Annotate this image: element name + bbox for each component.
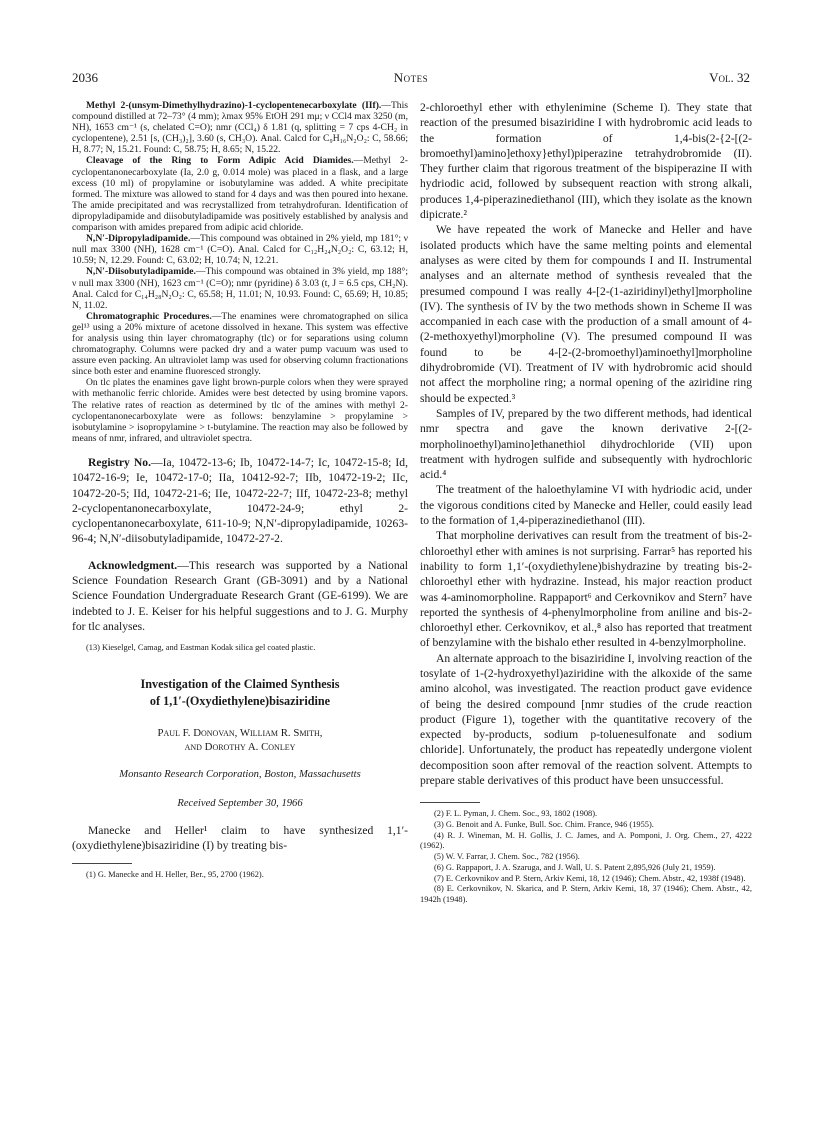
intro-section bbox=[72, 823, 408, 854]
footnote-rule bbox=[420, 802, 480, 803]
paragraph-text: —This compound distilled at 72–73° (4 mm); λmax 95% EtOH 291 mμ; ν CCl4 max 3250 (m, NH), 1653 cm⁻¹ (s, chelated C=O); nmr (CCl₄) δ 1.81 (q, splitting = 7 cps 4-CH₂ in cyclopentene), 2.51 [s, (CH₃)₂], 3.60 (s, CH₃O). Anal. Calcd for C₉H₁₆N₂O₂: C, 58.66; H, 8.77; N, 15.21. Found: C, 58.75; H, 8.65; N, 15.22. bbox=[72, 100, 408, 156]
experimental-section bbox=[72, 100, 408, 444]
paragraph: On tlc plates the enamines gave light brown-purple colors when they were sprayed with methanolic ferric chloride. Amides were best detected by using bromine vapors. The relative rates of reaction as determined by tlc of the amines with methyl 2-cyclopentanonecarboxylate were as follows: benzylamine > propylamine > isobutylamine > isopropylamine > t-butylamine. The reaction may also be followed by means of nmr, infrared, and ultraviolet spectra. bbox=[72, 377, 408, 444]
paragraph: Manecke and Heller¹ claim to have synthesized 1,1′-(oxydiethylene)bisaziridine (I) by treating bis- bbox=[72, 823, 408, 853]
paragraph-text: —This compound was obtained in 3% yield, mp 188°; ν null max 3300 (NH), 1623 cm⁻¹ (C=O); nmr (pyridine) δ 3.03 (t, J = 6.5 cps, CH₂N). Anal. Calcd for C₁₄H₂₈N₂O₂: C, 65.58; H, 11.01; N, 10.93. Found: C, 65.69; H, 10.85; N, 11.02. bbox=[72, 266, 408, 311]
paragraph-heading: Cleavage of the Ring to Form Adipic Acid Diamides. bbox=[86, 155, 354, 167]
volume-label: Vol. 32 bbox=[709, 70, 750, 85]
left-column bbox=[72, 100, 408, 881]
title-line: Investigation of the Claimed Synthesis bbox=[140, 676, 340, 691]
page-number: 2036 bbox=[72, 70, 98, 85]
paragraph-text: —This compound was obtained in 2% yield, mp 181°; ν null max 3300 (NH), 1628 cm⁻¹ (C=O). Anal. Calcd for C₁₂H₂₄N₂O₂: C, 63.12; H, 10.59; N, 12.29. Found: C, 63.02; H, 10.74; N, 12.21. bbox=[72, 233, 408, 267]
article-title bbox=[72, 676, 408, 710]
reference-item: (3) G. Benoit and A. Funke, Bull. Soc. Chim. France, 946 (1955). bbox=[434, 820, 654, 830]
paragraph-heading: Registry No. bbox=[88, 455, 152, 469]
paragraph: That morpholine derivatives can result from the treatment of bis-2-chloroethyl ether with amines is not surprising. Farrar⁵ has reported his inability to form 1,1′-(oxydiethylene)bishydrazine by treating bis-2-chloroethyl ether with hydrazine. Instead, his major reaction product was 4-aminomorpholine. Rappaport⁶ and Cerkovnikov and Stern⁷ have reported the synthesis of 4-phenylmorpholine from aniline and bis-2-chloroethyl ether. Cerkovnikov, et al.,⁸ also has reported that treatment of benzylamine with the bishalo ether resulted in 4-benzylmorpholine. bbox=[420, 529, 752, 650]
paragraph bbox=[72, 266, 408, 310]
paragraph-text: —This research was supported by a National Science Foundation Research Grant (GB-3091) and by a National Science Foundation Undergraduate Research Grant (GE-6199). We are indebted to J. E. Keiser for his helpful suggestions and to J. G. Murphy for tlc analyses. bbox=[72, 558, 408, 633]
running-header bbox=[72, 70, 750, 90]
paragraph bbox=[72, 100, 408, 155]
paragraph-heading: N,N′-Dipropyladipamide. bbox=[86, 233, 191, 245]
paragraph: Samples of IV, prepared by the two different methods, had identical nmr spectra and gave the known derivative 2-[(2-morpholinoethyl)amino]ethanethiol dihydrochloride (VII) upon treatment with hydrogen sulfide and subsequently with hydrochloric acid.⁴ bbox=[420, 406, 752, 482]
affiliation: Monsanto Research Corporation, Boston, Massachusetts bbox=[119, 768, 361, 780]
paragraph-text: —Ia, 10472-13-6; Ib, 10472-14-7; Ic, 10472-15-8; Id, 10472-16-9; Ie, 10472-17-0; IIa, 10412-92-7; IIb, 10472-19-2; IIc, 10472-20-5; IId, 10472-21-6; IIe, 10472-22-7; IIf, 10472-23-8; methyl 2-cyclopentanonecarboxylate, 10472-24-9; ethyl 2-cyclopentanonecarboxylate, 611-10-9; N,N′-dipropyladipamide, 10263-96-4; N,N′-diisobutyladipamide, 10472-27-2. bbox=[72, 455, 408, 546]
paragraph bbox=[72, 558, 408, 634]
registry-section bbox=[72, 455, 408, 547]
footnote-1: (1) G. Manecke and H. Heller, Ber., 95, 2700 (1962). bbox=[86, 870, 264, 880]
paragraph: 2-chloroethyl ether with ethylenimine (Scheme I). They state that reaction of the presumed bisaziridine I with hydrobromic acid leads to the formation of 1,4-bis(2-{2-[(2-bromoethyl)amino]ethoxy}ethyl)piperazine tetrahydrobromide (II). They further claim that rigorous treatment of the bispiperazine II with hydriodic acid, followed by subsequent reaction with strong alkali, produces 1,4-piperazinediethanol (III), which they isolate as the known dipicrate.² bbox=[420, 101, 752, 222]
paragraph bbox=[72, 155, 408, 233]
paragraph-heading: Acknowledgment. bbox=[88, 558, 178, 572]
section-title: Notes bbox=[393, 70, 429, 85]
author-line: Paul F. Donovan, William R. Smith, bbox=[157, 726, 323, 739]
reference-item: (2) F. L. Pyman, J. Chem. Soc., 93, 1802 (1908). bbox=[434, 809, 598, 819]
paragraph-text: —Methyl 2-cyclopentanonecarboxylate (Ia, 2.0 g, 0.014 mole) was placed in a flask, and a large excess (10 ml) of propylamine or isobutylamine was added. A white precipitate formed. The mixture was allowed to stand for 4 days and was then poured into hexane. The amide precipitated and was recrystallized from tetrahydrofuran. Identification of dipropyladipamide and diisobutyladipamide was positively established by analysis and comparison with amides prepared from adipic acid chloride. bbox=[72, 155, 408, 234]
title-line: of 1,1′-(Oxydiethylene)bisaziridine bbox=[149, 693, 331, 708]
reference-item: (7) E. Cerkovnikov and P. Stern, Arkiv Kemi, 18, 12 (1946); Chem. Abstr., 42, 1938f (1948). bbox=[434, 873, 746, 883]
paragraph-heading: N,N′-Diisobutyladipamide. bbox=[86, 266, 196, 278]
acknowledgment-section bbox=[72, 558, 408, 634]
right-column bbox=[420, 100, 752, 906]
paragraph bbox=[72, 455, 408, 547]
footnote-rule bbox=[72, 863, 132, 864]
references bbox=[420, 802, 752, 905]
reference-item: (6) G. Rappaport, J. A. Szaruga, and J. Wall, U. S. Patent 2,895,926 (July 21, 1959). bbox=[434, 862, 716, 872]
paragraph-heading: Methyl 2-(unsym-Dimethylhydrazino)-1-cyclopentenecarboxylate (IIf). bbox=[86, 100, 382, 111]
reference-item: (5) W. V. Farrar, J. Chem. Soc., 782 (1956). bbox=[434, 852, 580, 862]
paragraph-text: —The enamines were chromatographed on silica gel¹³ using a 20% mixture of acetone dissolved in hexane. This system was effective for analysis using thin layer chromatography (tlc) or for separations using column chromatography. Columns were packed dry and a water pump vacuum was used to assure even packing. An ultraviolet lamp was used for observing column fractionations since both ester and enamine fluoresced strongly. bbox=[72, 310, 408, 378]
reference-item: (8) E. Cerkovnikov, N. Skarica, and P. Stern, Arkiv Kemi, 18, 37 (1946); Chem. Abstr., 42, 1942h (1948). bbox=[420, 884, 752, 904]
paragraph: An alternate approach to the bisaziridine I, involving reaction of the tosylate of 1-(2-hydroxyethyl)aziridine with the alkoxide of the same amino alcohol, was investigated. The reaction product gave evidence of being the desired compound [nmr studies of the crude reaction product (Figure 1), together with the quantitative recovery of the expected by-products, sodium p-toluenesulfonate and sodium chloride]. Unfortunately, the product has repeatedly undergone violent decomposition soon after removal of the reaction solvent. Attempts to prepare stable derivatives of this product have been unsuccessful. bbox=[420, 651, 752, 788]
paragraph: We have repeated the work of Manecke and Heller and have isolated products which have the same melting points and elemental analyses as were cited by them for compounds I and II. Instrumental analyses and an alternate method of synthesis revealed that the presumed compound I was really 4-[2-(1-aziridinyl)ethyl]morpholine (IV). The synthesis of IV by the two methods shown in Scheme II was accompanied in each case with the production of a small amount of 4-(2-methoxyethyl)morpholine (V). The presumed compound II was found to be 4-[2-(2-bromoethyl)aminoethyl]morpholine dihydrobromide (VI). Treatment of IV with hydrobromic acid should not affect the morpholine ring; a normal opening of the aziridine ring should be expected.³ bbox=[420, 223, 752, 405]
discussion-section bbox=[420, 100, 752, 788]
reference-item: (4) R. J. Wineman, M. H. Gollis, J. C. James, and A. Pomponi, J. Org. Chem., 27, 4222 (1962). bbox=[420, 830, 752, 851]
paragraph: The treatment of the haloethylamine VI with hydriodic acid, under the vigorous conditions cited by Manecke and Heller, could easily lead to the formation of 1,4-piperazinediethanol (III). bbox=[420, 483, 752, 528]
footnote-13: (13) Kieselgel, Camag, and Eastman Kodak silica gel coated plastic. bbox=[86, 643, 316, 653]
author-list bbox=[72, 726, 408, 754]
author-line: and Dorothy A. Conley bbox=[184, 740, 296, 753]
paragraph bbox=[72, 233, 408, 266]
received-date: Received September 30, 1966 bbox=[177, 797, 303, 809]
paragraph bbox=[72, 311, 408, 378]
paragraph-heading: Chromatographic Procedures. bbox=[86, 310, 212, 322]
